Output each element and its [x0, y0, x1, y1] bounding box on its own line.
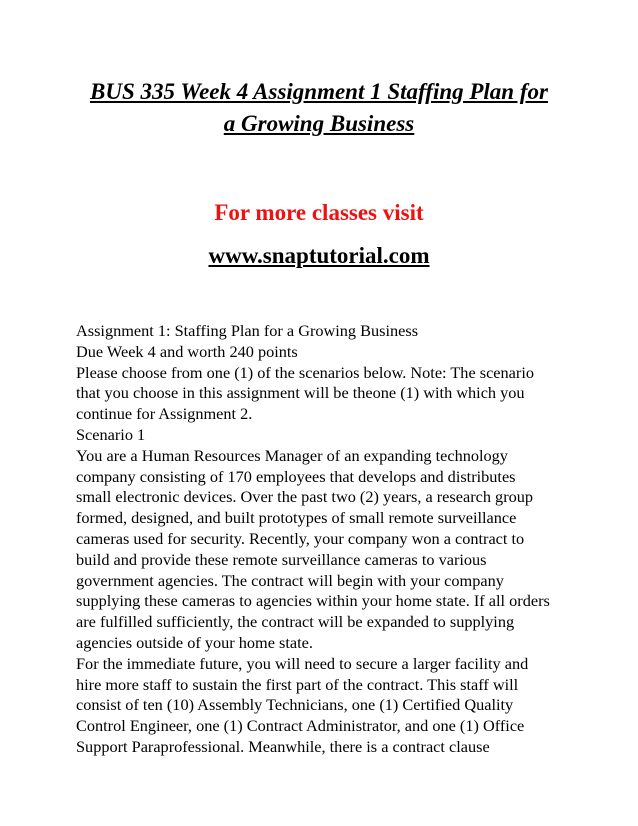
body-line: agencies outside of your home state.: [76, 632, 313, 652]
body-line: small electronic devices. Over the past two (2) years, a research group: [76, 487, 534, 507]
body-line: continue for Assignment 2.: [76, 404, 253, 424]
body-line: cameras used for security. Recently, your company won a contract to: [76, 528, 525, 548]
body-line: build and provide these remote surveillance cameras to various: [76, 549, 487, 569]
document-title-line-1: BUS 335 Week 4 Assignment 1 Staffing Plan for: [90, 79, 548, 104]
body-line: consist of ten (10) Assembly Technicians, one (1) Certified Quality: [76, 695, 514, 715]
body-line: that you choose in this assignment will be theone (1) with which you: [76, 383, 525, 403]
body-line: Support Paraprofessional. Meanwhile, there is a contract clause: [76, 736, 490, 756]
body-line: formed, designed, and built prototypes of small remote surveillance: [76, 508, 517, 528]
body-line: You are a Human Resources Manager of an expanding technology: [76, 445, 508, 465]
document-title-line-2: a Growing Business: [223, 111, 415, 136]
body-line: Please choose from one (1) of the scenarios below. Note: The scenario: [76, 362, 534, 382]
promo-text: For more classes visit: [214, 200, 424, 225]
body-line: Scenario 1: [76, 424, 146, 444]
body-line: For the immediate future, you will need to secure a larger facility and: [76, 653, 529, 673]
body-line: hire more staff to sustain the first part of the contract. This staff will: [76, 674, 519, 694]
body-line: Due Week 4 and worth 240 points: [76, 341, 298, 361]
assignment-body: [76, 321, 616, 758]
body-line: Control Engineer, one (1) Contract Administrator, and one (1) Office: [76, 716, 525, 736]
body-line: supplying these cameras to agencies within your home state. If all orders: [76, 591, 550, 611]
promo-url-link[interactable]: www.snaptutorial.com: [208, 243, 430, 268]
body-line: company consisting of 170 employees that develops and distributes: [76, 466, 516, 486]
body-line: government agencies. The contract will begin with your company: [76, 570, 504, 590]
body-line: are fulfilled sufficiently, the contract will be expanded to supplying: [76, 612, 515, 632]
body-line: Assignment 1: Staffing Plan for a Growing Business: [76, 321, 419, 340]
